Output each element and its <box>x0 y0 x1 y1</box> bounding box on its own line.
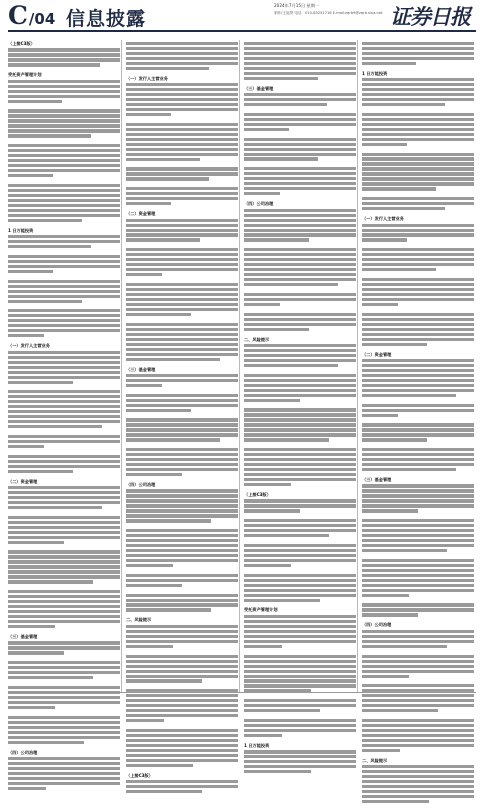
paragraph <box>8 80 120 103</box>
paragraph <box>126 655 238 683</box>
paragraph <box>8 455 120 473</box>
paragraph <box>8 686 120 709</box>
paragraph <box>244 344 356 367</box>
paragraph <box>126 374 238 387</box>
paragraph <box>362 42 474 65</box>
paragraph <box>244 293 356 306</box>
paragraph <box>244 719 356 737</box>
column-3 <box>244 40 356 748</box>
text-heading: （三）基金管理 <box>8 634 38 640</box>
text-heading: （三）基金管理 <box>126 366 156 372</box>
page-number: /04 <box>28 10 56 28</box>
paragraph <box>8 641 120 654</box>
section-logo <box>8 2 55 30</box>
section-name: 信息披露 <box>66 8 147 30</box>
paragraph <box>8 661 120 679</box>
paragraph <box>244 42 356 80</box>
paragraph <box>362 404 474 417</box>
text-heading: （一）发行人主营业务 <box>362 216 404 222</box>
paragraph <box>362 224 474 242</box>
paragraph <box>244 113 356 131</box>
paragraph <box>362 684 474 712</box>
text-heading: 二、风险提示 <box>362 757 388 763</box>
paragraph <box>362 603 474 616</box>
paragraph <box>362 278 474 306</box>
paragraph <box>126 418 238 441</box>
paragraph <box>126 689 238 722</box>
paragraph <box>244 615 356 648</box>
paragraph <box>8 590 120 628</box>
paragraph <box>362 765 474 803</box>
paragraph <box>126 323 238 361</box>
paragraph <box>244 499 356 512</box>
paragraph <box>362 248 474 271</box>
paragraph <box>244 138 356 161</box>
paragraph <box>8 757 120 790</box>
paragraph <box>244 448 356 486</box>
body-text <box>8 48 120 794</box>
paragraph <box>244 544 356 567</box>
paragraph <box>8 184 120 222</box>
paragraph <box>244 313 356 331</box>
text-heading: 二、风险提示 <box>244 336 270 342</box>
paragraph <box>362 655 474 678</box>
paragraph <box>362 423 474 441</box>
paragraph <box>8 144 120 177</box>
text-heading: （一）发行人主营业务 <box>8 343 50 349</box>
paragraph <box>244 93 356 106</box>
paragraph <box>8 486 120 509</box>
paragraph <box>362 519 474 552</box>
paragraph <box>244 574 356 602</box>
body-text <box>244 42 356 778</box>
paragraph <box>126 123 238 161</box>
paragraph <box>244 655 356 693</box>
text-heading: 受托资产管理计划 <box>244 607 278 613</box>
paragraph <box>8 309 120 337</box>
paragraph <box>126 248 238 276</box>
text-heading: （上接C3版） <box>126 772 153 778</box>
text-heading: 1 日万能投资 <box>8 227 34 233</box>
text-heading: 二、风险提示 <box>126 617 152 623</box>
column-divider <box>357 40 358 692</box>
column-divider <box>121 40 122 692</box>
paragraph <box>362 448 474 471</box>
paragraph <box>244 248 356 286</box>
paragraph <box>126 394 238 412</box>
paragraph <box>8 390 120 428</box>
paragraph <box>126 167 238 180</box>
paragraph <box>244 408 356 441</box>
paragraph <box>362 78 474 106</box>
text-heading: （三）基金管理 <box>244 85 274 91</box>
paragraph <box>8 516 120 544</box>
masthead-rule <box>8 30 476 32</box>
section-code: C <box>8 1 28 30</box>
text-heading: （四）公司治理 <box>8 749 38 755</box>
paragraph <box>362 359 474 397</box>
paragraph <box>126 83 238 116</box>
paragraph <box>362 113 474 146</box>
paragraph <box>126 187 238 205</box>
body-text <box>362 42 474 808</box>
text-heading: 1 日万能投资 <box>362 70 388 76</box>
paragraph <box>126 489 238 522</box>
text-heading: 1 日万能投资 <box>244 742 270 748</box>
paragraph <box>8 48 120 66</box>
paragraph <box>8 255 120 273</box>
paragraph <box>126 594 238 612</box>
paragraph <box>8 435 120 448</box>
paragraph <box>8 235 120 248</box>
column-4 <box>362 40 474 763</box>
text-heading: （四）公司治理 <box>362 622 392 628</box>
paragraph <box>126 780 238 793</box>
text-heading: （二）资金管理 <box>126 211 156 217</box>
body-text <box>126 42 238 798</box>
paragraph <box>244 699 356 712</box>
paragraph <box>126 448 238 476</box>
text-heading: （四）公司治理 <box>126 482 156 488</box>
paragraph <box>244 750 356 773</box>
column-1 <box>8 40 120 755</box>
issue-date: 2024年7月15日 星期一 <box>274 3 320 8</box>
paragraph <box>126 729 238 767</box>
paragraph <box>244 519 356 537</box>
paragraph <box>126 625 238 648</box>
text-heading: 受托资产管理计划 <box>8 72 42 78</box>
paragraph <box>126 574 238 587</box>
newspaper-brand: 证券日报 <box>390 4 470 29</box>
paragraph <box>126 283 238 316</box>
paragraph <box>244 209 356 242</box>
paragraph <box>362 484 474 512</box>
paragraph <box>362 719 474 752</box>
paragraph <box>126 529 238 567</box>
masthead <box>0 0 484 33</box>
paragraph <box>8 550 120 583</box>
paragraph <box>8 109 120 137</box>
paragraph <box>126 219 238 242</box>
contacts-line: 制作/王福贤 电话：010-83251716 E-mail:zqrb9@zqrb.sina.net <box>274 11 383 15</box>
paragraph <box>362 313 474 346</box>
paragraph <box>126 42 238 70</box>
text-heading: （上接C3版） <box>244 491 271 497</box>
paragraph <box>8 280 120 303</box>
column-divider <box>239 40 240 692</box>
paragraph <box>8 351 120 384</box>
paragraph <box>362 153 474 191</box>
paragraph <box>244 167 356 195</box>
text-heading: （一）发行人主营业务 <box>126 75 168 81</box>
paragraph <box>244 374 356 402</box>
footer-rule <box>8 692 476 693</box>
text-heading: （三）基金管理 <box>362 477 392 483</box>
column-2 <box>126 40 238 778</box>
text-heading: （上接C3版） <box>8 41 35 46</box>
paragraph <box>8 716 120 744</box>
paragraph <box>362 197 474 210</box>
text-heading: （四）公司治理 <box>244 201 274 207</box>
text-heading: （二）资金管理 <box>8 478 38 484</box>
text-heading: （二）资金管理 <box>362 351 392 357</box>
paragraph <box>362 559 474 597</box>
paragraph <box>362 630 474 648</box>
